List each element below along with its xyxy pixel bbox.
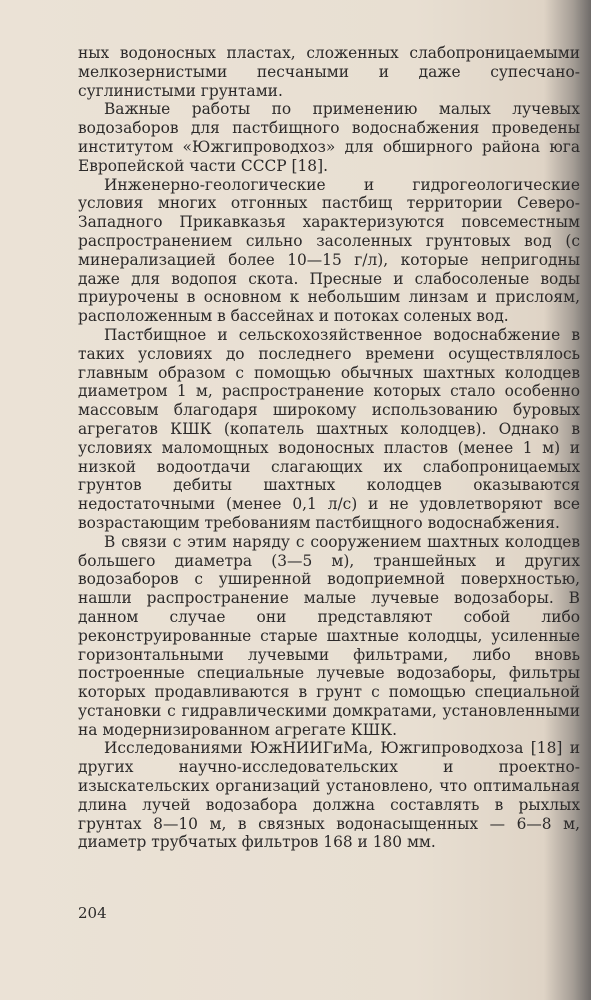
paragraph-5: В связи с этим наряду с сооружением шахтных колодцев большего диаметра (3—5 м), траншейных и других водозаборов с уширенной водоприемной поверхностью, нашли распространение малые лучевые водозаборы. В данном случае они представляют собой либо реконструированные старые шахтные колодцы, усиленные горизонтальными лучевыми фильтрами, либо вновь построенные специальные лучевые водозаборы, фильтры которых продавливаются в грунт с помощью специальной установки с гидравлическими домкратами, установленными на модернизированном агрегате КШК. <box>78 532 580 739</box>
paragraph-6: Исследованиями ЮжНИИГиМа, Южгипроводхоза [18] и других научно-исследовательских и проектно-изыскательских организаций установлено, что оптимальная длина лучей водозабора должна составлять в рыхлых грунтах 8—10 м, в связных водонасыщенных — 6—8 м, диаметр трубчатых фильтров 168 и 180 мм. <box>78 739 580 852</box>
paragraph-3: Инженерно-геологические и гидрогеологические условия многих отгонных пастбищ территории Северо-Западного Прикавказья характеризуются повсеместным распространением сильно засоленных грунтовых вод (с минерализацией более 10—15 г/л), которые непригодны даже для водопоя скота. Пресные и слабосоленые воды приурочены в основном к небольшим линзам и прислоям, расположенным в бассейнах и потоках соленых вод. <box>78 175 580 326</box>
paragraph-2: Важные работы по применению малых лучевых водозаборов для пастбищного водоснабжения проведены институтом «Южгипроводхоз» для обширного района юга Европейской части СССР [18]. <box>78 100 580 175</box>
paragraph-1: ных водоносных пластах, сложенных слабопроницаемыми мелкозернистыми песчаными и даже супесчано-суглинистыми грунтами. <box>78 44 580 100</box>
body-text <box>78 44 580 852</box>
paragraph-4: Пастбищное и сельскохозяйственное водоснабжение в таких условиях до последнего времени осуществлялось главным образом с помощью обычных шахтных колодцев диаметром 1 м, распространение которых стало особенно массовым благодаря широкому использованию буровых агрегатов КШК (копатель шахтных колодцев). Однако в условиях маломощных водоносных пластов (менее 1 м) и низкой водоотдачи слагающих их слабопроницаемых грунтов дебиты шахтных колодцев оказываются недостаточными (менее 0,1 л/с) и не удовлетворяют все возрастающим требованиям пастбищного водоснабжения. <box>78 325 580 532</box>
page-number: 204 <box>78 904 107 922</box>
